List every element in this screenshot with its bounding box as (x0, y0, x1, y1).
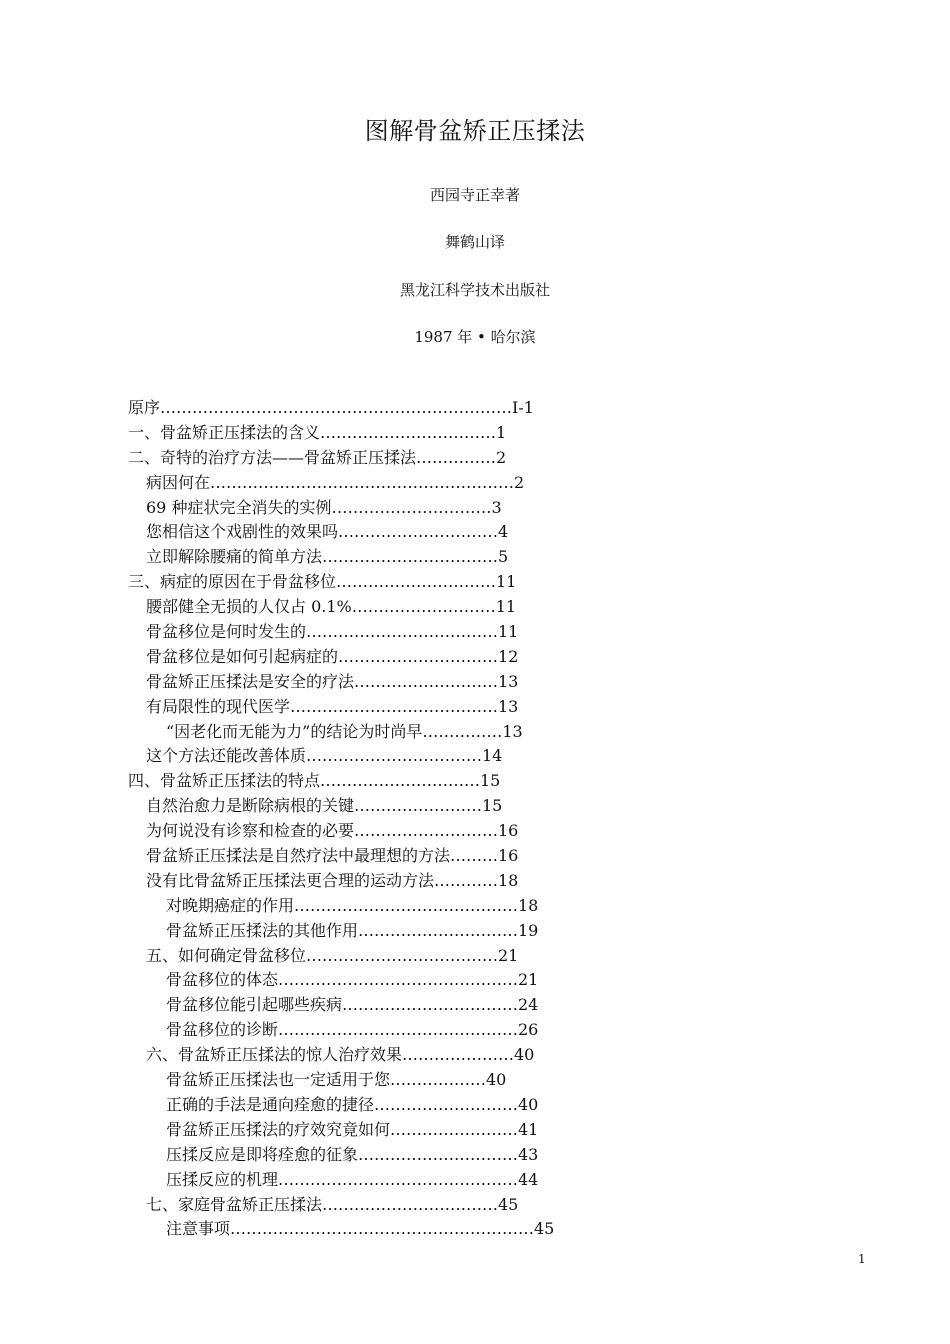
toc-entry[interactable]: 自然治愈力是断除病根的关键……………………15 (146, 796, 503, 816)
toc-entry[interactable]: 骨盆移位是何时发生的………………………………11 (146, 622, 519, 642)
author-line: 西园寺正幸著 (429, 186, 520, 204)
toc-entry[interactable]: 骨盆移位的体态………………………………………21 (166, 970, 539, 990)
toc-entry[interactable]: 这个方法还能改善体质……………………………14 (146, 746, 503, 766)
toc-entry[interactable]: 压揉反应的机理………………………………………44 (166, 1169, 539, 1189)
page-number: 1 (858, 1252, 866, 1266)
toc-entry[interactable]: 六、骨盆矫正压揉法的惊人治疗效果…………………40 (146, 1045, 535, 1065)
toc-entry[interactable]: 五、如何确定骨盆移位………………………………21 (146, 945, 519, 965)
toc-entry[interactable]: 原序…………………………………………………………Ⅰ-1 (128, 398, 534, 417)
toc-entry[interactable]: 您相信这个戏剧性的效果吗…………………………4 (146, 522, 509, 542)
toc-entry[interactable]: 腰部健全无损的人仅占 0.1%………………………11 (146, 597, 517, 617)
toc-entry[interactable]: 有局限性的现代医学…………………………………13 (146, 696, 519, 716)
toc-entry[interactable]: 骨盆移位的诊断………………………………………26 (166, 1020, 539, 1040)
toc-entry[interactable]: “因老化而无能为力”的结论为时尚早……………13 (166, 721, 523, 741)
toc-entry[interactable]: 骨盆矫正压揉法是安全的疗法………………………13 (146, 671, 519, 691)
toc-entry[interactable]: 正确的手法是通向痊愈的捷径………………………40 (166, 1094, 539, 1114)
toc-entry[interactable]: 为何说没有诊察和检查的必要………………………16 (146, 821, 519, 841)
toc-entry[interactable]: 骨盆矫正压揉法是自然疗法中最理想的方法………16 (146, 846, 519, 866)
toc-entry[interactable]: 没有比骨盆矫正压揉法更合理的运动方法…………18 (146, 870, 519, 890)
toc-entry[interactable]: 骨盆移位是如何引起病症的…………………………12 (146, 646, 519, 666)
toc-entry[interactable]: 三、病症的原因在于骨盆移位…………………………11 (128, 572, 517, 592)
toc-entry[interactable]: 四、骨盆矫正压揉法的特点…………………………15 (128, 771, 501, 791)
toc-entry[interactable]: 病因何在…………………………………………………2 (146, 472, 525, 492)
date-place-line: 1987 年 • 哈尔滨 (414, 328, 536, 346)
book-title: 图解骨盆矫正压揉法 (364, 117, 586, 145)
toc-entry[interactable]: 骨盆移位能引起哪些疾病……………………………24 (166, 995, 539, 1015)
translator-line: 舞鹤山译 (444, 233, 505, 251)
toc-entry[interactable]: 七、家庭骨盆矫正压揉法……………………………45 (146, 1194, 519, 1214)
toc-entry[interactable]: 一、骨盆矫正压揉法的含义……………………………1 (128, 422, 507, 442)
toc-entry[interactable]: 压揉反应是即将痊愈的征象…………………………43 (166, 1144, 539, 1164)
toc-entry[interactable]: 注意事项…………………………………………………45 (166, 1219, 555, 1239)
toc-entry[interactable]: 骨盆矫正压揉法也一定适用于您………………40 (166, 1070, 507, 1090)
toc-entry[interactable]: 立即解除腰痛的简单方法……………………………5 (146, 547, 509, 567)
toc-entry[interactable]: 二、奇特的治疗方法——骨盆矫正压揉法……………2 (128, 447, 507, 467)
toc-entry[interactable]: 骨盆矫正压揉法的疗效究竟如何……………………41 (166, 1119, 539, 1139)
publisher-line: 黑龙江科学技术出版社 (399, 281, 550, 299)
toc-entry[interactable]: 69 种症状完全消失的实例…………………………3 (146, 497, 502, 517)
table-of-contents (128, 396, 648, 1242)
toc-entry[interactable]: 骨盆矫正压揉法的其他作用…………………………19 (166, 920, 539, 940)
toc-entry[interactable]: 对晚期癌症的作用……………………………………18 (166, 895, 539, 915)
